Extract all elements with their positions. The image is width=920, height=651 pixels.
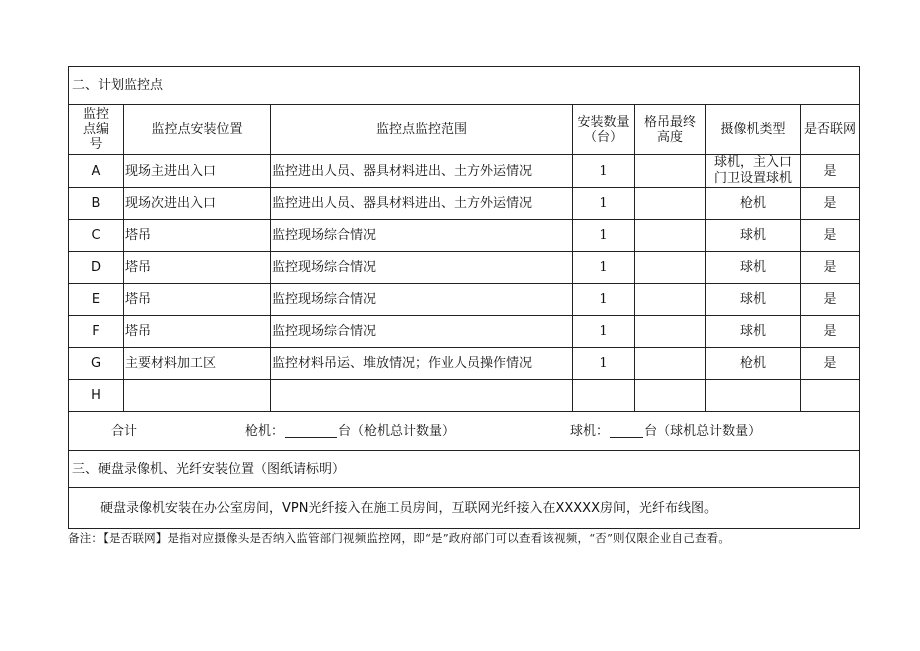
cell-qty: 1 — [573, 316, 635, 348]
cell-networked: 是 — [801, 188, 860, 220]
dome-total-label: 球机： — [570, 423, 610, 439]
cell-location: 现场次进出入口 — [124, 188, 271, 220]
section3-description: 硬盘录像机安装在办公室房间，VPN光纤接入在施工员房间，互联网光纤接入在XXXXX房间，光纤布线图。 — [69, 488, 860, 529]
cell-id: A — [69, 155, 124, 188]
cell-height — [635, 316, 706, 348]
gun-total-blank[interactable] — [285, 425, 337, 438]
cell-scope: 监控进出人员、器具材料进出、土方外运情况 — [271, 188, 573, 220]
cell-qty: 1 — [573, 284, 635, 316]
gun-total-suffix: 台（枪机总计数量） — [338, 423, 456, 439]
cell-qty: 1 — [573, 348, 635, 380]
cell-scope: 监控现场综合情况 — [271, 316, 573, 348]
section3-title: 三、硬盘录像机、光纤安装位置（图纸请标明） — [69, 451, 860, 488]
dome-total-suffix: 台（球机总计数量） — [644, 423, 762, 439]
table-row — [69, 380, 860, 412]
cell-scope: 监控进出人员、器具材料进出、土方外运情况 — [271, 155, 573, 188]
cell-scope: 监控现场综合情况 — [271, 284, 573, 316]
cell-qty: 1 — [573, 155, 635, 188]
cell-location — [124, 380, 271, 412]
cell-networked: 是 — [801, 252, 860, 284]
cell-camera-type: 球机，主入口门卫设置球机 — [706, 155, 801, 188]
cell-qty: 1 — [573, 220, 635, 252]
cell-qty — [573, 380, 635, 412]
cell-camera-type: 球机 — [706, 284, 801, 316]
cell-height — [635, 380, 706, 412]
cell-location: 现场主进出入口 — [124, 155, 271, 188]
monitoring-table — [68, 66, 860, 529]
footnote: 备注：【是否联网】是指对应摄像头是否纳入监管部门视频监控网，即“是”政府部门可以查看该视频，“否”则仅限企业自己查看。 — [68, 531, 731, 545]
cell-id: G — [69, 348, 124, 380]
dome-total-blank[interactable] — [610, 425, 643, 438]
cell-location: 塔吊 — [124, 284, 271, 316]
cell-scope — [271, 380, 573, 412]
total-row — [69, 412, 860, 451]
header-location: 监控点安装位置 — [124, 105, 271, 155]
header-scope: 监控点监控范围 — [271, 105, 573, 155]
cell-camera-type: 枪机 — [706, 348, 801, 380]
cell-location: 塔吊 — [124, 220, 271, 252]
cell-camera-type: 球机 — [706, 220, 801, 252]
cell-qty: 1 — [573, 188, 635, 220]
table-row — [69, 316, 860, 348]
cell-networked: 是 — [801, 348, 860, 380]
cell-qty: 1 — [573, 252, 635, 284]
cell-camera-type — [706, 380, 801, 412]
cell-networked: 是 — [801, 155, 860, 188]
cell-camera-type: 球机 — [706, 252, 801, 284]
gun-total-label: 枪机： — [245, 423, 285, 439]
cell-location: 主要材料加工区 — [124, 348, 271, 380]
cell-id: E — [69, 284, 124, 316]
header-networked: 是否联网 — [801, 105, 860, 155]
cell-id: B — [69, 188, 124, 220]
cell-height — [635, 155, 706, 188]
cell-networked: 是 — [801, 284, 860, 316]
table-row — [69, 348, 860, 380]
table-row — [69, 220, 860, 252]
header-height: 格吊最终高度 — [635, 105, 706, 155]
cell-camera-type: 球机 — [706, 316, 801, 348]
cell-networked: 是 — [801, 220, 860, 252]
cell-height — [635, 348, 706, 380]
total-label: 合计 — [111, 423, 138, 439]
header-row — [69, 105, 860, 155]
cell-height — [635, 252, 706, 284]
cell-id: F — [69, 316, 124, 348]
header-camera-type: 摄像机类型 — [706, 105, 801, 155]
cell-height — [635, 188, 706, 220]
table-row — [69, 252, 860, 284]
table-row — [69, 188, 860, 220]
table-row — [69, 155, 860, 188]
cell-height — [635, 220, 706, 252]
cell-scope: 监控材料吊运、堆放情况；作业人员操作情况 — [271, 348, 573, 380]
cell-scope: 监控现场综合情况 — [271, 252, 573, 284]
cell-camera-type: 枪机 — [706, 188, 801, 220]
section2-title: 二、计划监控点 — [69, 67, 860, 105]
cell-networked: 是 — [801, 316, 860, 348]
cell-scope: 监控现场综合情况 — [271, 220, 573, 252]
monitoring-form — [68, 66, 859, 529]
header-qty: 安装数量（台） — [573, 105, 635, 155]
cell-location: 塔吊 — [124, 252, 271, 284]
cell-id: C — [69, 220, 124, 252]
cell-location: 塔吊 — [124, 316, 271, 348]
cell-height — [635, 284, 706, 316]
table-row — [69, 284, 860, 316]
cell-id: H — [69, 380, 124, 412]
cell-networked — [801, 380, 860, 412]
cell-id: D — [69, 252, 124, 284]
header-id: 监控点编号 — [69, 105, 124, 155]
